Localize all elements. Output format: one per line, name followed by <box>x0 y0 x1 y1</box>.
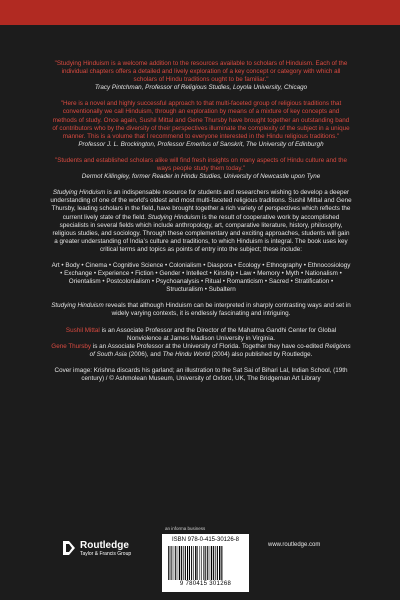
quote-text: "Students and established scholars alike will find fresh insights on many aspects of Hindu culture and the ways people study them today." <box>54 156 348 173</box>
topic-separator: • <box>150 278 156 286</box>
topic-separator: • <box>60 270 65 278</box>
topic-item: Orientalism <box>68 278 101 286</box>
endorsement-quote <box>50 157 352 181</box>
cover-image-credit: Cover image: Krishna discards his garland; an illustration to the Sat Sai of Bihari Lal, Indian School, (19th century) / © Ashmolean Museum, University of Oxford, UK, The Bridgeman Art Library <box>54 366 348 382</box>
topic-separator: • <box>299 270 305 278</box>
book-title-inline: The Hindu World <box>162 350 210 358</box>
publisher-group: Taylor & Francis Group <box>80 551 132 557</box>
publisher-website: www.routledge.com <box>268 542 321 548</box>
quote-text: "Studying Hinduism is a welcome addition to the resources available to scholars of Hinduism. Each of the individual chapters offers a detailed and lively exploration of a key concept or category with which all scholars of Hindu traditions ought to be familiar." <box>54 60 348 84</box>
topics-list <box>50 262 352 294</box>
topic-separator: • <box>221 278 227 286</box>
topic-separator: • <box>92 270 98 278</box>
routledge-logo-icon <box>62 540 76 556</box>
topic-item: Subaltern <box>208 286 236 294</box>
topic-item: Psychoanalysis <box>155 278 200 286</box>
topic-separator: • <box>263 278 269 286</box>
topic-item: Diaspora <box>207 261 233 269</box>
book-title-inline: Studying Hinduism <box>52 189 106 197</box>
quote-text: "Here is a novel and highly successful approach to that multi-faceted group of religious traditions that conventionally we call Hinduism, through an exploration by means of a mixture of key concepts and methods of study. Once again, Sushil Mittal and Gene Thursby have brought together an outstanding band of contributors who by the diversity of their perspectives illuminate the complexity of the subject in a unique manner. This is a volume that I recommend to everyone interested in the Hindu religious traditions." <box>52 100 350 140</box>
topic-item: Romanticism <box>226 278 264 286</box>
barcode-digits: 9 780415 301268 <box>179 581 232 587</box>
topic-item: Ethnography <box>266 261 302 269</box>
topic-separator: • <box>59 261 66 269</box>
publisher-name: Routledge <box>80 540 129 551</box>
topic-separator: • <box>232 261 239 269</box>
quote-attribution: Dermot Killingley, former Reader in Hindu Studies, University of Newcastle upon Tyne <box>81 173 321 181</box>
topic-separator: • <box>107 261 113 269</box>
author-bios <box>50 327 352 359</box>
topic-separator: • <box>79 261 86 269</box>
topic-item: Ecology <box>238 261 261 269</box>
topic-separator: • <box>260 261 267 269</box>
topic-item: Exchange <box>64 270 93 278</box>
barcode-icon <box>166 546 245 580</box>
description-text: is the result of cooperative work by accomplished specialists in several fields which include anthropology, art, comparative literature, history, philosophy, religious studies, and sociology. Through these complementary and exciting approaches, students will gain a greater understanding of India’s culture and traditions, to which Hinduism is integral. The book uses key critical terms and topics as points of entry into the subject; these include: <box>52 213 350 253</box>
topic-separator: • <box>337 270 342 278</box>
topic-item: Art <box>51 261 60 269</box>
topic-item: Cinema <box>85 261 108 269</box>
topic-item: Memory <box>257 270 280 278</box>
top-red-band <box>0 0 400 25</box>
topic-separator: • <box>201 261 208 269</box>
topic-item: Kinship <box>213 270 235 278</box>
topic-separator: • <box>329 278 334 286</box>
topic-separator: • <box>199 278 205 286</box>
closing-paragraph <box>50 302 352 318</box>
isbn-number: ISBN 978-0-415-30126-8 <box>171 537 240 543</box>
informa-tagline: an informa business <box>165 526 206 531</box>
book-title-inline: Religions of South Asia <box>89 342 351 358</box>
author-bio: is an Associate Professor and the Director of the Mahatma Gandhi Center for Global Nonviolence at James Madison University in Virginia. <box>99 326 337 342</box>
topic-item: Fiction <box>135 270 154 278</box>
book-title-inline: Studying Hinduism <box>51 302 104 310</box>
topic-separator: • <box>288 278 295 286</box>
topic-separator: • <box>180 270 187 278</box>
description-text: is an indispensable resource for students and researchers wishing to develop a deeper understanding of one of the world’s oldest and most multi-faceted religious traditions. Sushil Mittal and Gene Thursby, leading scholars in the field, have brought together a rich variety of perspectives which reflects the current lively state of the field. <box>50 189 352 221</box>
book-title-inline: Studying Hinduism <box>147 213 201 221</box>
back-cover-text <box>50 60 352 383</box>
topic-separator: • <box>163 261 169 269</box>
topic-item: Experience <box>97 270 130 278</box>
endorsement-quote <box>50 60 352 92</box>
closing-text: reveals that although Hinduism can be interpreted in sharply contrasting ways and set in widely varying contexts, it is endlessly fascinating and intriguing. <box>103 302 351 318</box>
book-description <box>50 189 352 254</box>
topic-separator: • <box>251 270 258 278</box>
topic-separator: • <box>203 286 209 294</box>
topic-separator: • <box>153 270 160 278</box>
topic-item: Body <box>65 261 80 269</box>
topic-item: Sacred <box>268 278 289 286</box>
endorsement-quote <box>50 100 352 149</box>
topic-separator: • <box>301 261 308 269</box>
isbn-barcode-box <box>162 534 249 592</box>
author-bio: (2006), and <box>126 350 163 358</box>
topic-separator: • <box>129 270 136 278</box>
topic-separator: • <box>279 270 286 278</box>
quote-attribution: Tracy Pintchman, Professor of Religious Studies, Loyola University, Chicago <box>94 84 308 92</box>
topic-item: Law <box>239 270 252 278</box>
author-bio: (2004) also published by Routledge. <box>209 350 313 358</box>
cover-footer <box>0 520 400 600</box>
author-name: Sushil Mittal <box>65 326 100 334</box>
topic-item: Postcolonialism <box>106 278 151 286</box>
topic-item: Cognitive Science <box>112 261 164 269</box>
topic-item: Colonialism <box>168 261 202 269</box>
topic-item: Structuralism <box>166 286 204 294</box>
back-cover <box>0 25 400 600</box>
topic-item: Ritual <box>204 278 222 286</box>
topic-item: Stratification <box>294 278 330 286</box>
quote-attribution: Professor J. L. Brockington, Professor Emeritus of Sanskrit, The University of Edinburgh <box>78 140 324 148</box>
topic-separator: • <box>207 270 214 278</box>
author-bio: is an Associate Professor at the University of Florida. Together they have co-edited <box>91 342 325 350</box>
topic-item: Myth <box>285 270 300 278</box>
topic-item: Gender <box>159 270 181 278</box>
topic-item: Nationalism <box>304 270 338 278</box>
topic-separator: • <box>100 278 107 286</box>
topic-separator: • <box>234 270 240 278</box>
publisher-logo <box>62 540 131 558</box>
topic-item: Ethnocosiology <box>307 261 351 269</box>
author-name: Gene Thursby <box>51 342 92 350</box>
topic-item: Intellect <box>186 270 208 278</box>
